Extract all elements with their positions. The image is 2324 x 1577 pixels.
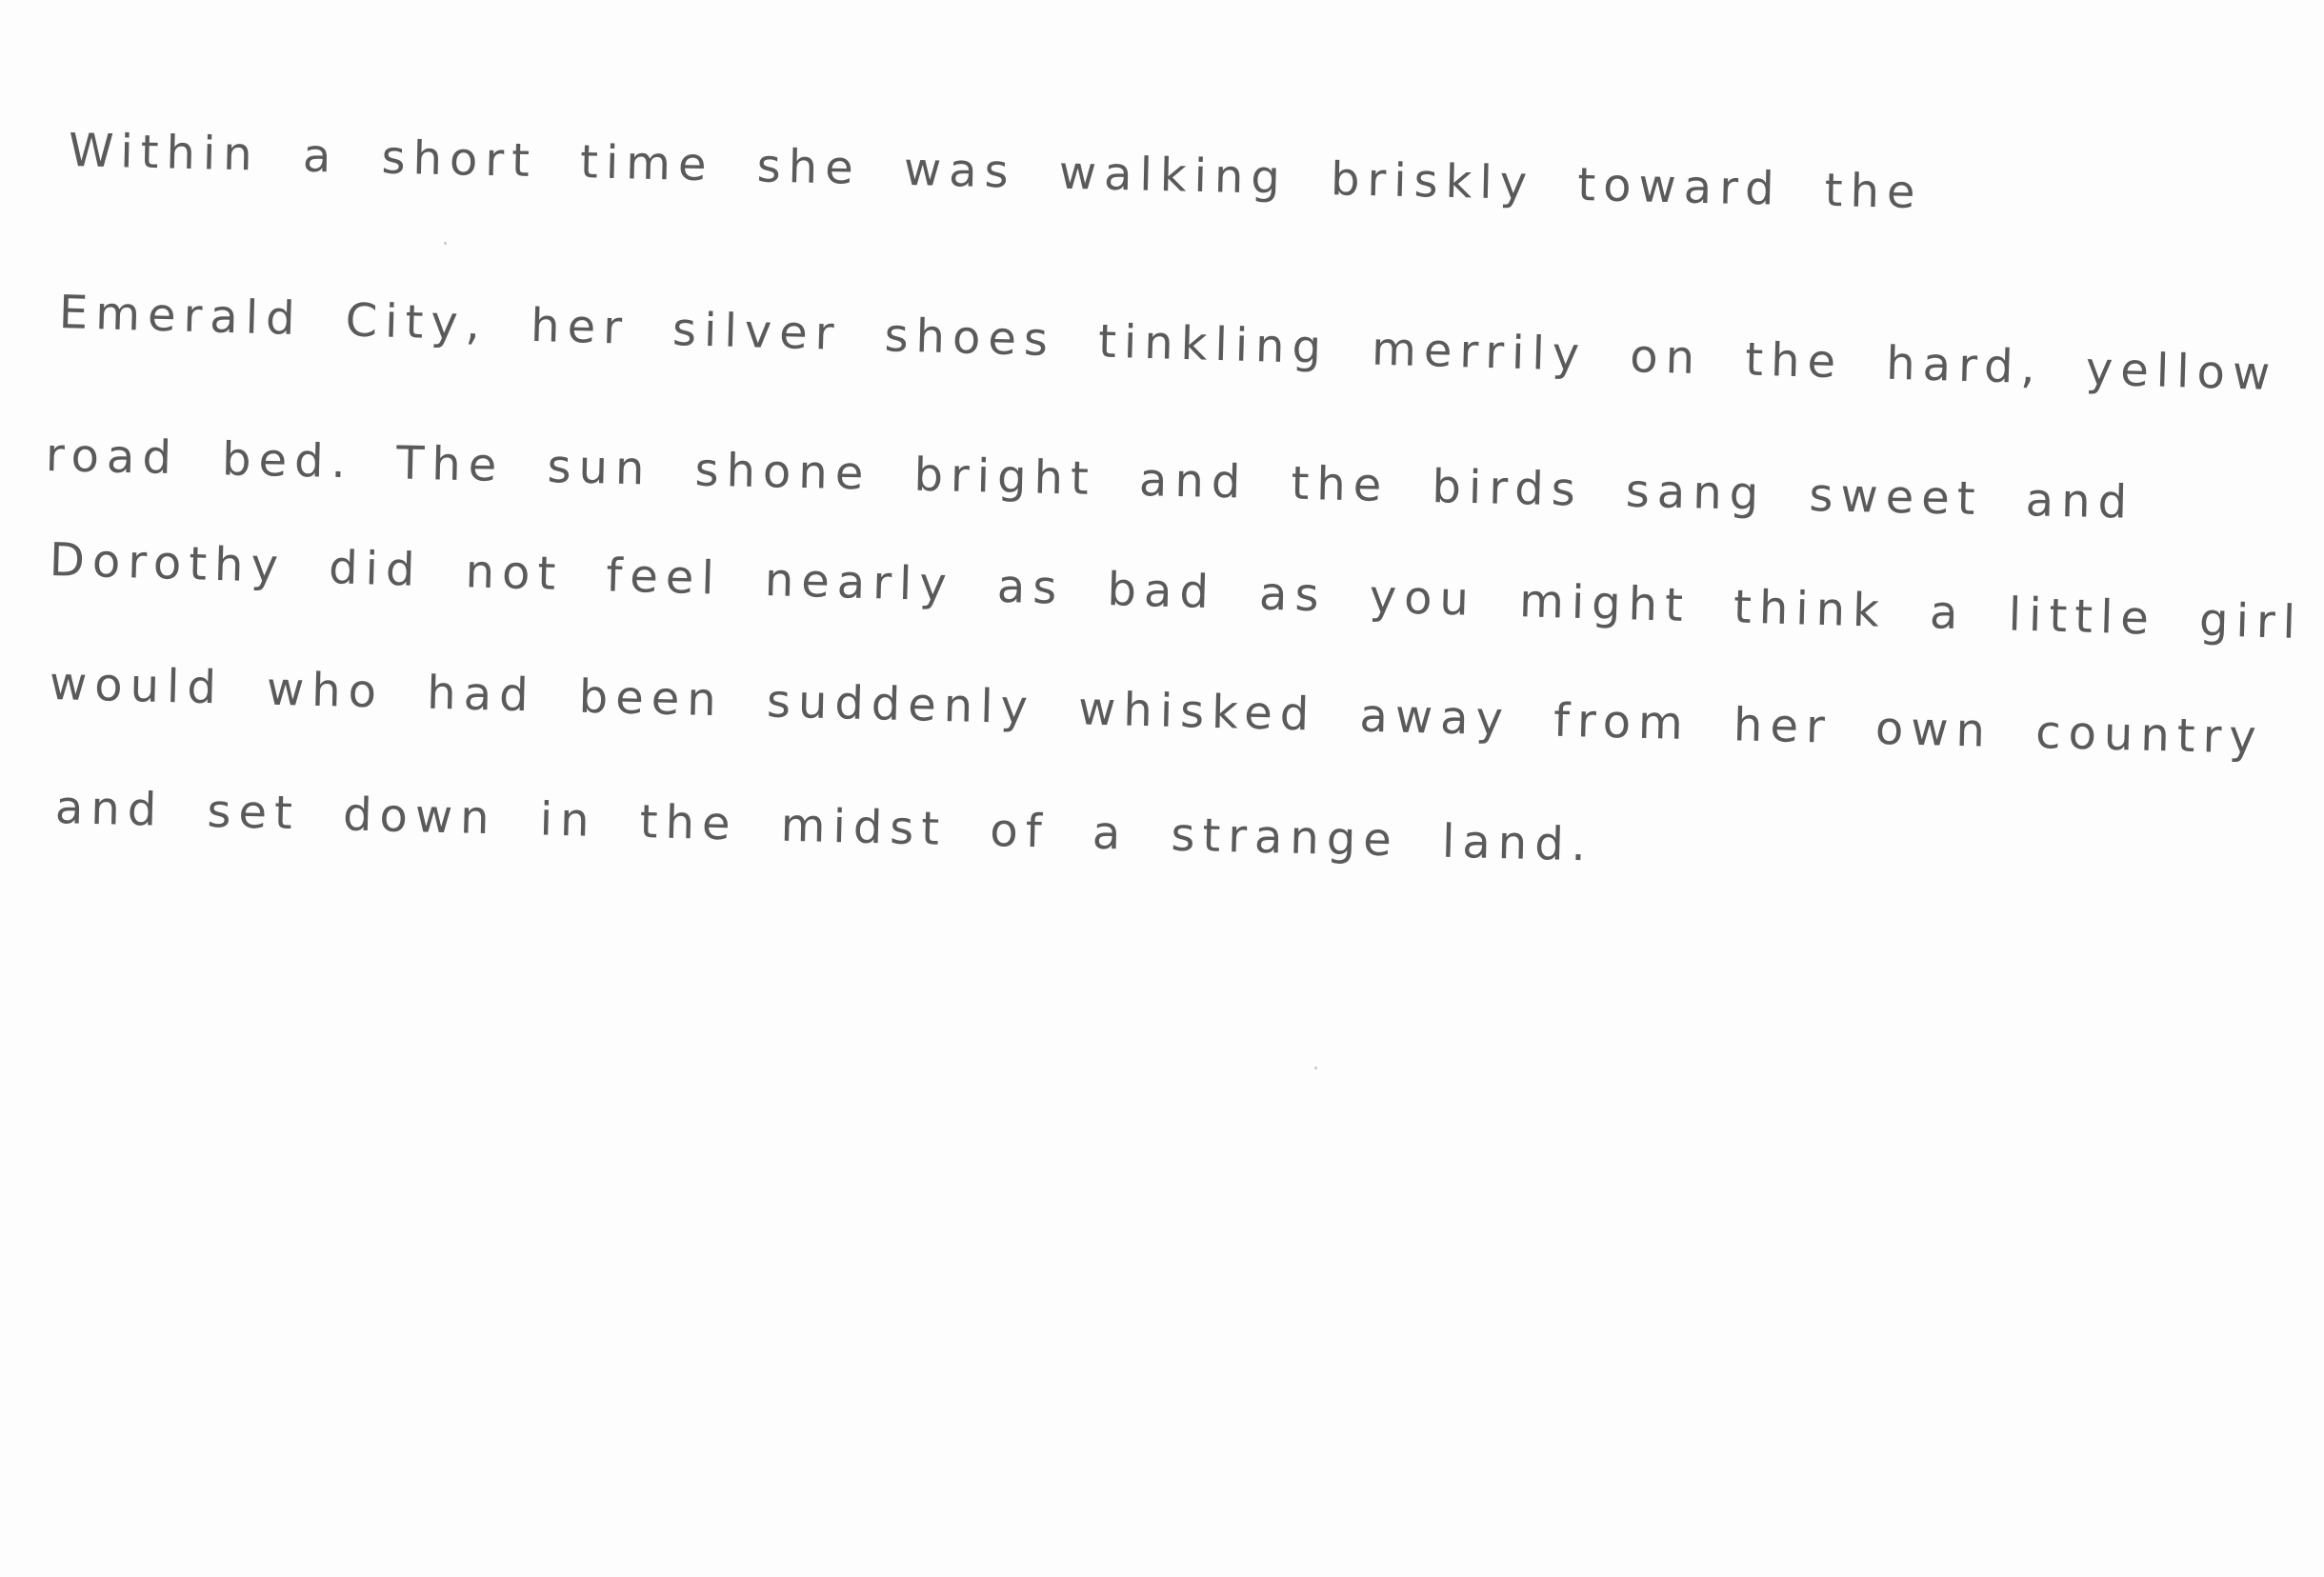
text-line-2: Emerald City, her silver shoes tinkling merrily on the hard, yellow — [58, 286, 2278, 402]
text-line-3: road bed. The sun shone bright and the birds sang sweet and — [45, 429, 2135, 529]
paper-speck — [1314, 1067, 1317, 1069]
text-line-4: Dorothy did not feel nearly as bad as you might think a little girl — [49, 533, 2304, 650]
text-line-5: would who had been suddenly whisked away from her own country — [49, 657, 2265, 765]
paper-speck — [444, 242, 447, 245]
text-line-1: Within a short time she was walking briskly toward the — [68, 124, 1924, 220]
text-line-6: and set down in the midst of a strange land. — [54, 781, 1594, 872]
